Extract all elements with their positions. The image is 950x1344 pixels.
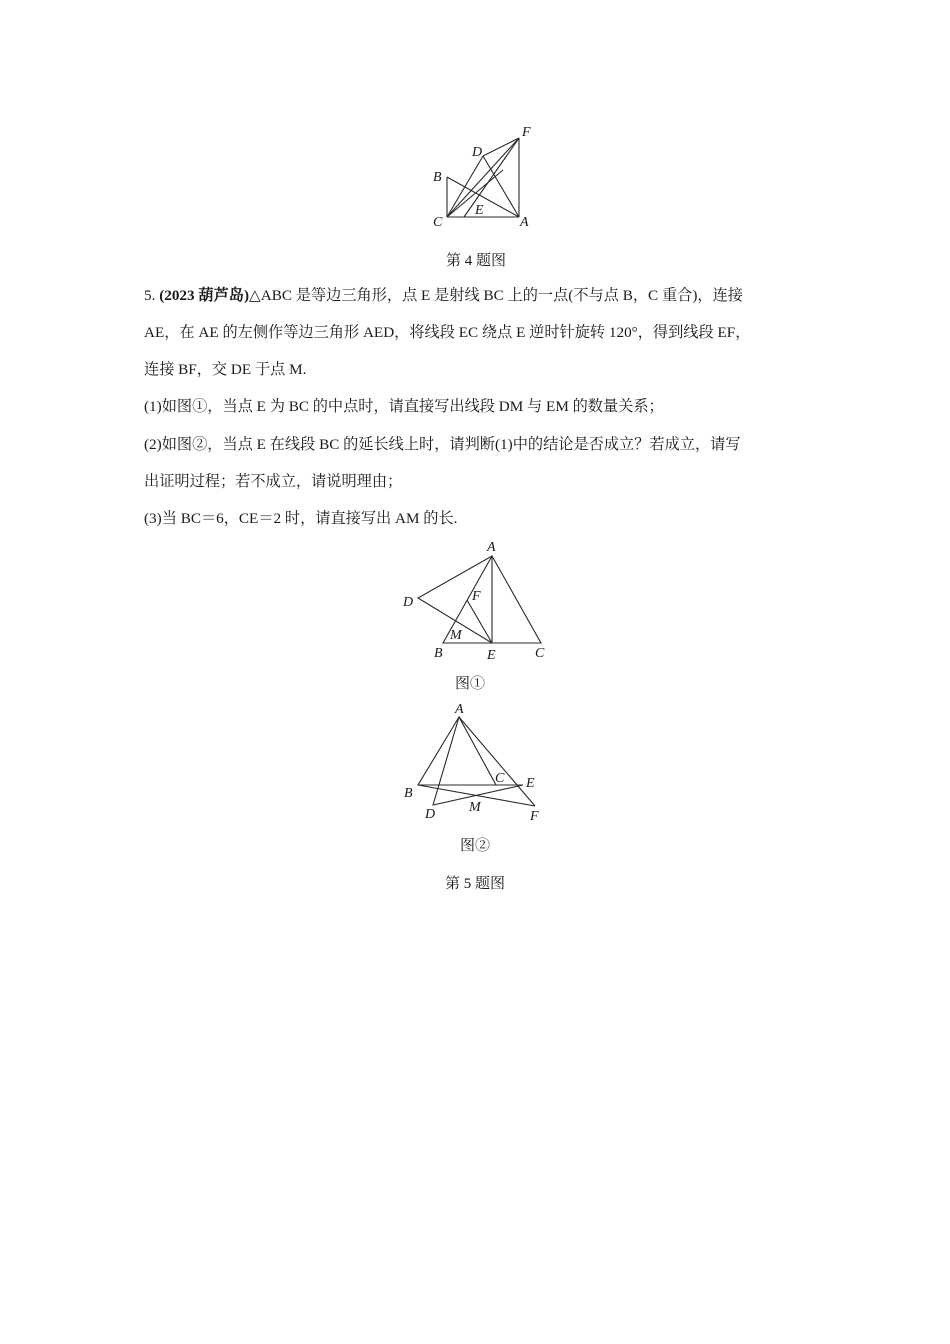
problem-source: (2023 葫芦岛) — [159, 287, 250, 304]
figure-5-caption: 第 5 题图 — [444, 876, 505, 892]
figure-1-diagram — [0, 530, 950, 660]
point-label-e: E — [475, 203, 484, 218]
point-label-d: D — [403, 595, 414, 610]
point-label-b: B — [434, 646, 443, 660]
point-label-m: M — [469, 800, 481, 815]
point-label-f: F — [472, 589, 481, 604]
problem-5-line-3: 连接 BF，交 DE 于点 M. — [144, 361, 307, 378]
problem-5-part-2: (2)如图②，当点 E 在线段 BC 的延长线上时，请判断(1)中的结论是否成立？若成立，请写 — [144, 436, 741, 453]
figure-2-caption: 图② — [459, 838, 490, 854]
problem-number: 5. — [144, 287, 156, 304]
point-label-d: D — [425, 807, 436, 822]
point-label-b: B — [404, 786, 413, 801]
problem-5-line-1 — [144, 286, 743, 306]
point-label-e: E — [487, 648, 496, 660]
point-label-a: A — [455, 702, 464, 717]
figure-4-caption: 第 4 题图 — [445, 253, 506, 269]
point-label-f: F — [522, 125, 531, 140]
problem-5-line-2: AE，在 AE 的左侧作等边三角形 AED，将线段 EC 绕点 E 逆时针旋转 120°，得到线段 EF， — [144, 324, 751, 341]
point-label-b: B — [433, 170, 442, 185]
point-label-f: F — [530, 809, 539, 824]
problem-text-1: △ABC 是等边三角形，点 E 是射线 BC 上的一点(不与点 B，C 重合)，连接 — [249, 287, 743, 304]
problem-5-part-2-cont: 出证明过程；若不成立，请说明理由； — [144, 473, 403, 490]
point-label-m: M — [450, 628, 462, 643]
point-label-a: A — [520, 215, 529, 230]
point-label-c: C — [535, 646, 545, 660]
figure-2-diagram — [0, 695, 950, 825]
figure-1-caption: 图① — [454, 676, 485, 692]
figure-4-diagram — [0, 0, 950, 240]
point-label-c: C — [433, 215, 443, 230]
problem-5-part-1: (1)如图①，当点 E 为 BC 的中点时，请直接写出线段 DM 与 EM 的数量关系； — [144, 398, 664, 415]
point-label-e: E — [526, 776, 535, 791]
problem-5-part-3: (3)当 BC＝6，CE＝2 时，请直接写出 AM 的长. — [144, 510, 458, 527]
point-label-c: C — [495, 771, 505, 786]
point-label-d: D — [472, 145, 483, 160]
point-label-a: A — [487, 540, 496, 555]
